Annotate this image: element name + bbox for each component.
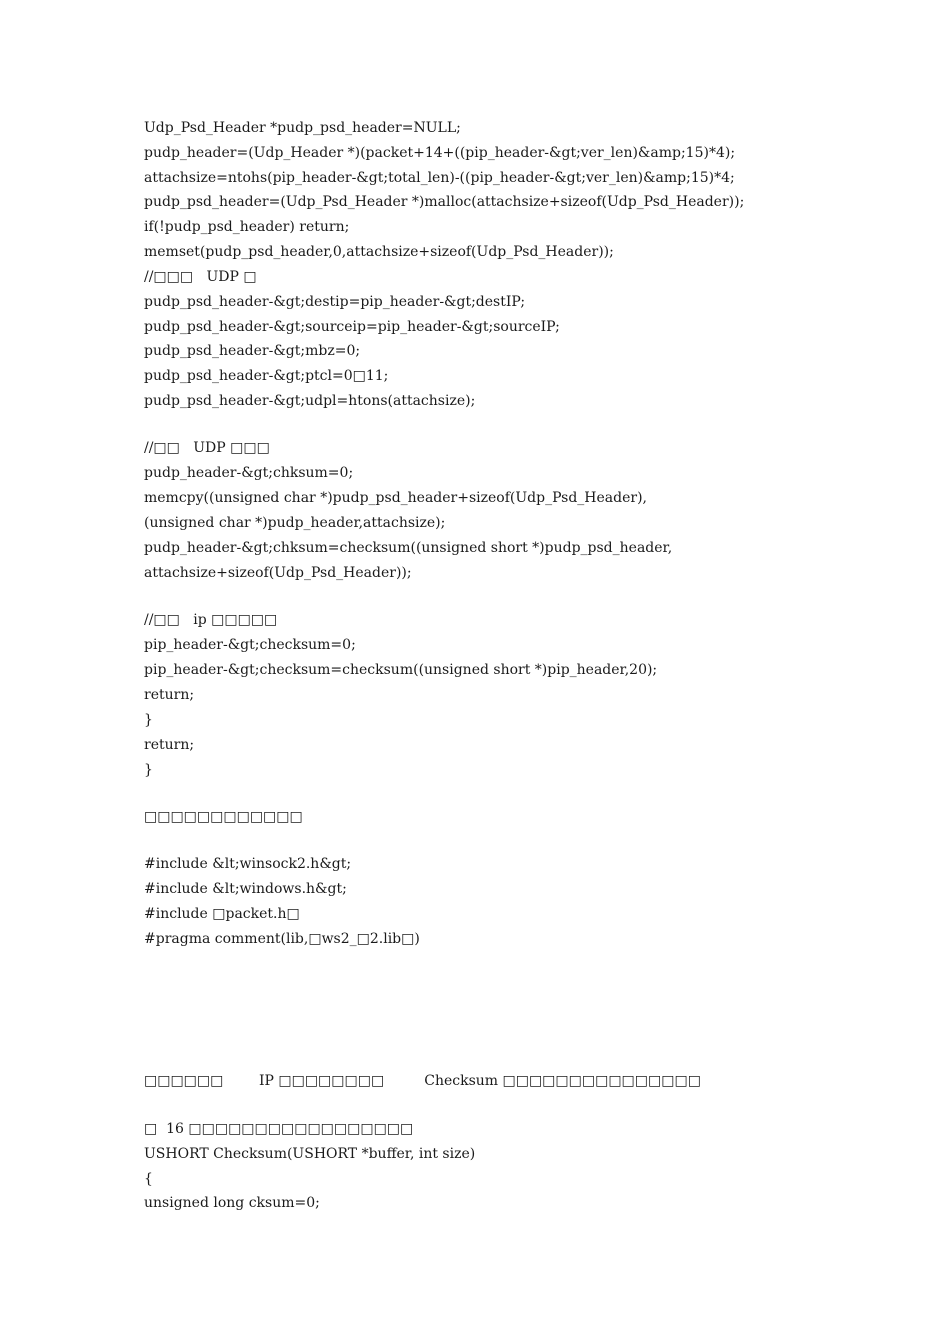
comment-line: //□□ UDP □□□ [144,440,270,456]
code-line: USHORT Checksum(USHORT *buffer, int size) [144,1146,476,1162]
code-line: attachsize=ntohs(pip_header-&gt;total_len)-((pip_header-&gt;ver_len)&amp;15)*4; [144,170,735,186]
code-line: pudp_header-&gt;chksum=checksum((unsigned short *)pudp_psd_header, [144,540,673,556]
code-line: pudp_psd_header-&gt;sourceip=pip_header-&gt;sourceIP; [144,319,560,335]
text-line: □□□□□□ IP □□□□□□□□ Checksum □□□□□□□□□□□□□□□ [144,1073,701,1089]
code-line: #include &lt;winsock2.h&gt; [144,856,352,872]
text-line: □□□□□□□□□□□□ [144,809,303,825]
code-line: } [144,712,153,728]
code-line: if(!pudp_psd_header) return; [144,219,350,235]
code-line: unsigned long cksum=0; [144,1195,320,1211]
comment-line: //□□ ip □□□□□ [144,612,278,628]
code-line: (unsigned char *)pudp_header,attachsize); [144,515,446,531]
text-line: □ 16 □□□□□□□□□□□□□□□□□ [144,1121,414,1137]
code-line: } [144,762,153,778]
code-line: pudp_psd_header-&gt;udpl=htons(attachsize); [144,393,476,409]
code-line: return; [144,687,195,703]
code-line: pudp_header-&gt;chksum=0; [144,465,354,481]
code-line: attachsize+sizeof(Udp_Psd_Header)); [144,565,412,581]
code-line: pip_header-&gt;checksum=0; [144,637,356,653]
code-line: pudp_psd_header=(Udp_Psd_Header *)malloc(attachsize+sizeof(Udp_Psd_Header)); [144,194,745,210]
code-line: pip_header-&gt;checksum=checksum((unsigned short *)pip_header,20); [144,662,658,678]
code-line: pudp_header=(Udp_Header *)(packet+14+((pip_header-&gt;ver_len)&amp;15)*4); [144,145,736,161]
code-line: { [144,1171,153,1187]
code-line: memset(pudp_psd_header,0,attachsize+sizeof(Udp_Psd_Header)); [144,244,614,260]
code-line: pudp_psd_header-&gt;mbz=0; [144,343,361,359]
comment-line: //□□□ UDP □ [144,269,257,285]
code-line: Udp_Psd_Header *pudp_psd_header=NULL; [144,120,461,136]
code-line: #pragma comment(lib,□ws2_□2.lib□) [144,931,420,947]
code-line: memcpy((unsigned char *)pudp_psd_header+sizeof(Udp_Psd_Header), [144,490,647,506]
code-line: #include □packet.h□ [144,906,300,922]
code-line: #include &lt;windows.h&gt; [144,881,347,897]
code-line: return; [144,737,195,753]
code-line: pudp_psd_header-&gt;ptcl=0□11; [144,368,389,384]
code-line: pudp_psd_header-&gt;destip=pip_header-&gt;destIP; [144,294,526,310]
